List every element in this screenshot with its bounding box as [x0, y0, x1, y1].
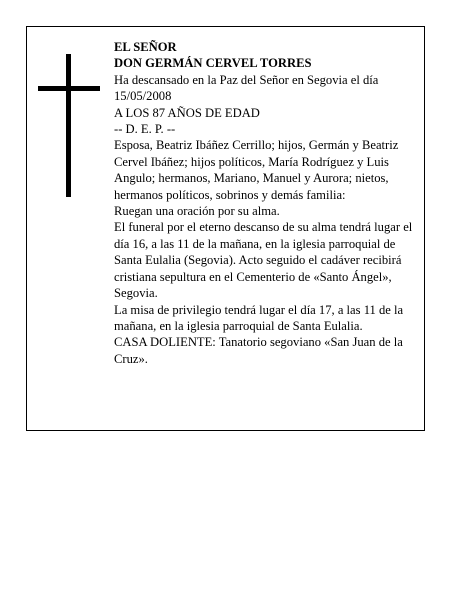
rest-statement: Ha descansado en la Paz del Señor en Segovia el día 15/05/2008 [114, 72, 379, 104]
age-at-death: A LOS 87 AÑOS DE EDAD [114, 105, 260, 120]
obituary-text [114, 39, 419, 367]
deceased-name: DON GERMÁN CERVEL TORRES [114, 56, 312, 71]
rip-line: -- D. E. P. -- [114, 122, 176, 137]
mass-details: La misa de privilegio tendrá lugar el día 17, a las 11 de la mañana, en la iglesia parroquial de Santa Eulalia. [114, 302, 404, 333]
latin-cross-icon [38, 54, 100, 197]
deceased-title: EL SEÑOR [114, 40, 177, 54]
prayer-request: Ruegan una oración por su alma. [114, 204, 280, 219]
family-list: Esposa, Beatriz Ibáñez Cerrillo; hijos, Germán y Beatriz Cervel Ibáñez; hijos políticos, María Rodríguez y Luis Angulo; hermanos, Mariano, Manuel y Aurora; nietos, hermanos políticos, sobrinos y demás familia: [114, 138, 399, 202]
cross-vertical-bar [66, 54, 71, 197]
cross-horizontal-bar [38, 86, 100, 91]
mourning-house: CASA DOLIENTE: Tanatorio segoviano «San Juan de la Cruz». [114, 335, 403, 366]
funeral-details: El funeral por el eterno descanso de su alma tendrá lugar el día 16, a las 11 de la mañana, en la iglesia parroquial de Santa Eulalia (Segovia). Acto seguido el cadáver recibirá cristiana sepultura en el Cementerio de «Santo Ángel», Segovia. [114, 220, 413, 301]
